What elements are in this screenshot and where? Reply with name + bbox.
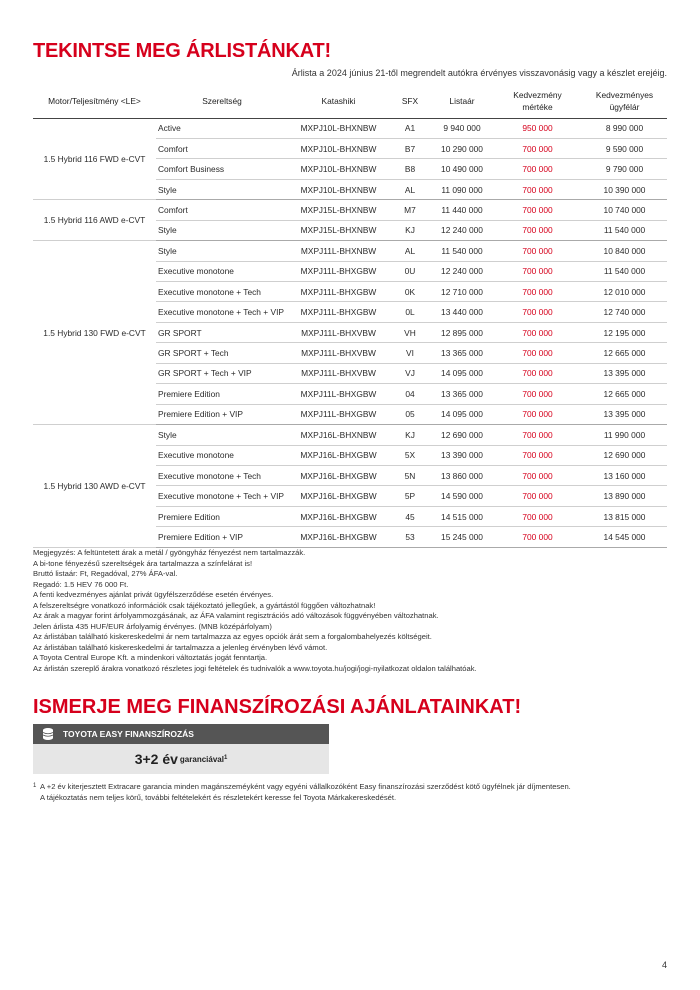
sfx-cell: KJ	[389, 220, 431, 240]
catalog-cell: MXPJ16L-BHXGBW	[288, 445, 389, 465]
catalog-cell: MXPJ11L-BHXGBW	[288, 404, 389, 424]
trim-cell: Style	[156, 425, 288, 445]
trim-cell: Style	[156, 179, 288, 199]
warranty-years: 3+2 év	[134, 751, 178, 767]
list-price-cell: 14 095 000	[431, 404, 493, 424]
catalog-cell: MXPJ15L-BHXNBW	[288, 200, 389, 220]
table-row	[33, 241, 667, 261]
sfx-cell: B8	[389, 159, 431, 179]
sfx-cell: VJ	[389, 363, 431, 383]
col-list-price: Listaár	[431, 84, 493, 118]
notes	[33, 548, 477, 675]
net-price-cell: 11 540 000	[582, 220, 667, 240]
sfx-cell: 5N	[389, 465, 431, 485]
note-line: A felszereltségre vonatkozó információk csak tájékoztató jellegűek, a gyártástól függően változhatnak!	[33, 600, 376, 610]
sfx-cell: 5P	[389, 486, 431, 506]
col-net-price: Kedvezményes ügyfélár	[582, 84, 667, 118]
trim-cell: Comfort	[156, 138, 288, 158]
net-price-cell: 12 195 000	[582, 322, 667, 342]
sfx-cell: 45	[389, 506, 431, 526]
sfx-cell: 05	[389, 404, 431, 424]
net-price-cell: 14 545 000	[582, 527, 667, 547]
catalog-cell: MXPJ11L-BHXGBW	[288, 384, 389, 404]
catalog-cell: MXPJ15L-BHXNBW	[288, 220, 389, 240]
coins-icon	[33, 724, 63, 744]
sfx-cell: AL	[389, 179, 431, 199]
finance-box	[33, 724, 329, 774]
list-price-cell: 15 245 000	[431, 527, 493, 547]
net-price-cell: 10 840 000	[582, 241, 667, 261]
sfx-cell: 04	[389, 384, 431, 404]
note-line: A bi-tone fényezésű szereltségek ára tartalmazza a színfelárat is!	[33, 558, 253, 568]
list-price-cell: 14 590 000	[431, 486, 493, 506]
discount-cell: 700 000	[493, 425, 582, 445]
price-list-validity: Árlista a 2024 június 21-től megrendelt autókra érvényes visszavonásig vagy a készlet erejéig.	[291, 68, 667, 78]
list-price-cell: 9 940 000	[431, 118, 493, 138]
sfx-cell: AL	[389, 241, 431, 261]
trim-cell: Style	[156, 241, 288, 261]
discount-cell: 700 000	[493, 179, 582, 199]
motor-cell: 1.5 Hybrid 116 AWD e-CVT	[33, 200, 156, 241]
list-price-cell: 14 515 000	[431, 506, 493, 526]
catalog-cell: MXPJ10L-BHXNBW	[288, 179, 389, 199]
catalog-cell: MXPJ16L-BHXGBW	[288, 486, 389, 506]
net-price-cell: 9 790 000	[582, 159, 667, 179]
trim-cell: Premiere Edition + VIP	[156, 404, 288, 424]
footnote: 1 A +2 év kiterjesztett Extracare garancia minden magánszeméyként vagy egyéni vállalkozóként Easy finanszírozási szerződést kötő ügyfélnek jár díjmentesen. A tájékoztatás nem teljes körű, további feltételekért és részletekért keresse fel Toyota Márkakereskedését.	[33, 782, 571, 802]
list-price-cell: 12 895 000	[431, 322, 493, 342]
trim-cell: Comfort Business	[156, 159, 288, 179]
catalog-cell: MXPJ10L-BHXNBW	[288, 159, 389, 179]
discount-cell: 700 000	[493, 384, 582, 404]
discount-cell: 700 000	[493, 363, 582, 383]
discount-cell: 700 000	[493, 138, 582, 158]
table-row	[33, 118, 667, 138]
list-price-cell: 13 365 000	[431, 384, 493, 404]
list-price-cell: 13 860 000	[431, 465, 493, 485]
trim-cell: Executive monotone	[156, 445, 288, 465]
net-price-cell: 12 740 000	[582, 302, 667, 322]
table-header-row	[33, 84, 667, 118]
sfx-cell: 0U	[389, 261, 431, 281]
finance-box-title: TOYOTA EASY FINANSZÍROZÁS	[63, 729, 194, 739]
note-line: Bruttó listaár: Ft, Regadóval, 27% ÁFA-val.	[33, 569, 178, 579]
net-price-cell: 11 990 000	[582, 425, 667, 445]
trim-cell: Premiere Edition	[156, 506, 288, 526]
note-line: Az árak a magyar forint árfolyammozgásának, az ÁFA valamint regisztrációs adó változások függvényében változhatnak.	[33, 611, 439, 621]
catalog-cell: MXPJ11L-BHXNBW	[288, 241, 389, 261]
catalog-cell: MXPJ11L-BHXVBW	[288, 343, 389, 363]
trim-cell: Comfort	[156, 200, 288, 220]
discount-cell: 700 000	[493, 200, 582, 220]
discount-cell: 700 000	[493, 465, 582, 485]
catalog-cell: MXPJ11L-BHXGBW	[288, 261, 389, 281]
col-motor: Motor/Teljesítmény <LE>	[33, 84, 156, 118]
col-catalog: Katashiki	[288, 84, 389, 118]
net-price-cell: 13 815 000	[582, 506, 667, 526]
note-line: A Toyota Central Europe Kft. a mindenkori változtatás jogát fenntartja.	[33, 653, 268, 663]
catalog-cell: MXPJ16L-BHXGBW	[288, 506, 389, 526]
catalog-cell: MXPJ16L-BHXGBW	[288, 465, 389, 485]
list-price-cell: 10 490 000	[431, 159, 493, 179]
note-line: Jelen árlista 435 HUF/EUR árfolyamig érvényes. (MNB középárfolyam)	[33, 621, 272, 631]
trim-cell: Executive monotone + Tech + VIP	[156, 302, 288, 322]
trim-cell: Premiere Edition	[156, 384, 288, 404]
list-price-cell: 11 090 000	[431, 179, 493, 199]
trim-cell: Executive monotone	[156, 261, 288, 281]
discount-cell: 950 000	[493, 118, 582, 138]
net-price-cell: 12 010 000	[582, 282, 667, 302]
list-price-cell: 12 690 000	[431, 425, 493, 445]
finance-box-body	[33, 744, 329, 774]
trim-cell: Executive monotone + Tech + VIP	[156, 486, 288, 506]
net-price-cell: 13 890 000	[582, 486, 667, 506]
discount-cell: 700 000	[493, 343, 582, 363]
discount-cell: 700 000	[493, 159, 582, 179]
list-price-cell: 12 240 000	[431, 220, 493, 240]
trim-cell: GR SPORT + Tech	[156, 343, 288, 363]
discount-cell: 700 000	[493, 506, 582, 526]
col-discount: Kedvezmény mértéke	[493, 84, 582, 118]
net-price-cell: 13 395 000	[582, 404, 667, 424]
note-line: Az árlistában található kiskereskedelmi ár tartalmazza a jelenleg érvényben lévő vámot.	[33, 642, 328, 652]
list-price-cell: 12 710 000	[431, 282, 493, 302]
motor-cell: 1.5 Hybrid 116 FWD e-CVT	[33, 118, 156, 200]
sfx-cell: VH	[389, 322, 431, 342]
trim-cell: Style	[156, 220, 288, 240]
list-price-cell: 13 365 000	[431, 343, 493, 363]
discount-cell: 700 000	[493, 282, 582, 302]
discount-cell: 700 000	[493, 302, 582, 322]
sfx-cell: B7	[389, 138, 431, 158]
discount-cell: 700 000	[493, 404, 582, 424]
list-price-cell: 11 540 000	[431, 241, 493, 261]
trim-cell: GR SPORT + Tech + VIP	[156, 363, 288, 383]
table-row	[33, 425, 667, 445]
col-trim: Szereltség	[156, 84, 288, 118]
warranty-label: garanciával$^1$	[179, 754, 228, 764]
motor-cell: 1.5 Hybrid 130 FWD e-CVT	[33, 241, 156, 425]
discount-cell: 700 000	[493, 527, 582, 547]
finance-heading: ISMERJE MEG FINANSZÍROZÁSI AJÁNLATAINKAT!	[33, 696, 522, 718]
page-number: 4	[661, 960, 667, 970]
catalog-cell: MXPJ10L-BHXNBW	[288, 118, 389, 138]
sfx-cell: 0L	[389, 302, 431, 322]
list-price-cell: 12 240 000	[431, 261, 493, 281]
list-price-cell: 13 390 000	[431, 445, 493, 465]
note-line: Megjegyzés: A feltüntetett árak a metál / gyöngyház fényezést nem tartalmazzák.	[33, 548, 306, 557]
catalog-cell: MXPJ10L-BHXNBW	[288, 138, 389, 158]
note-line: Az árlistában található kiskereskedelmi ár nem tartalmazza az egyes opciók árát sem a forgalombahelyezés költségeit.	[33, 632, 432, 642]
net-price-cell: 13 395 000	[582, 363, 667, 383]
note-line: A fenti kedvezményes ajánlat privát ügyfélszerződése esetén érvényes.	[33, 590, 274, 600]
note-line: Az árlistán szereplő árakra vonatkozó részletes jogi feltételek és tudnivalók a www.toyota.hu/jogi/jogi-nyilatkozat oldalon találhatóak.	[33, 664, 477, 674]
sfx-cell: KJ	[389, 425, 431, 445]
sfx-cell: 0K	[389, 282, 431, 302]
trim-cell: Active	[156, 118, 288, 138]
sfx-cell: VI	[389, 343, 431, 363]
sfx-cell: 53	[389, 527, 431, 547]
net-price-cell: 10 390 000	[582, 179, 667, 199]
discount-cell: 700 000	[493, 322, 582, 342]
discount-cell: 700 000	[493, 241, 582, 261]
list-price-cell: 11 440 000	[431, 200, 493, 220]
discount-cell: 700 000	[493, 261, 582, 281]
net-price-cell: 10 740 000	[582, 200, 667, 220]
discount-cell: 700 000	[493, 220, 582, 240]
catalog-cell: MXPJ11L-BHXVBW	[288, 363, 389, 383]
sfx-cell: 5X	[389, 445, 431, 465]
list-price-cell: 13 440 000	[431, 302, 493, 322]
list-price-cell: 14 095 000	[431, 363, 493, 383]
net-price-cell: 9 590 000	[582, 138, 667, 158]
net-price-cell: 8 990 000	[582, 118, 667, 138]
net-price-cell: 11 540 000	[582, 261, 667, 281]
net-price-cell: 12 665 000	[582, 343, 667, 363]
sfx-cell: M7	[389, 200, 431, 220]
discount-cell: 700 000	[493, 486, 582, 506]
trim-cell: Executive monotone + Tech	[156, 465, 288, 485]
col-sfx: SFX	[389, 84, 431, 118]
trim-cell: Executive monotone + Tech	[156, 282, 288, 302]
net-price-cell: 13 160 000	[582, 465, 667, 485]
trim-cell: GR SPORT	[156, 322, 288, 342]
net-price-cell: 12 690 000	[582, 445, 667, 465]
sfx-cell: A1	[389, 118, 431, 138]
catalog-cell: MXPJ11L-BHXVBW	[288, 322, 389, 342]
catalog-cell: MXPJ11L-BHXGBW	[288, 302, 389, 322]
discount-cell: 700 000	[493, 445, 582, 465]
trim-cell: Premiere Edition + VIP	[156, 527, 288, 547]
net-price-cell: 12 665 000	[582, 384, 667, 404]
price-table	[33, 84, 667, 548]
finance-box-header	[33, 724, 329, 744]
list-price-cell: 10 290 000	[431, 138, 493, 158]
table-row	[33, 200, 667, 220]
motor-cell: 1.5 Hybrid 130 AWD e-CVT	[33, 425, 156, 548]
catalog-cell: MXPJ11L-BHXGBW	[288, 282, 389, 302]
note-line: Regadó: 1.5 HEV 76 000 Ft.	[33, 579, 129, 589]
catalog-cell: MXPJ16L-BHXNBW	[288, 425, 389, 445]
catalog-cell: MXPJ16L-BHXGBW	[288, 527, 389, 547]
page-title: TEKINTSE MEG ÁRLISTÁNKAT!	[33, 40, 331, 62]
